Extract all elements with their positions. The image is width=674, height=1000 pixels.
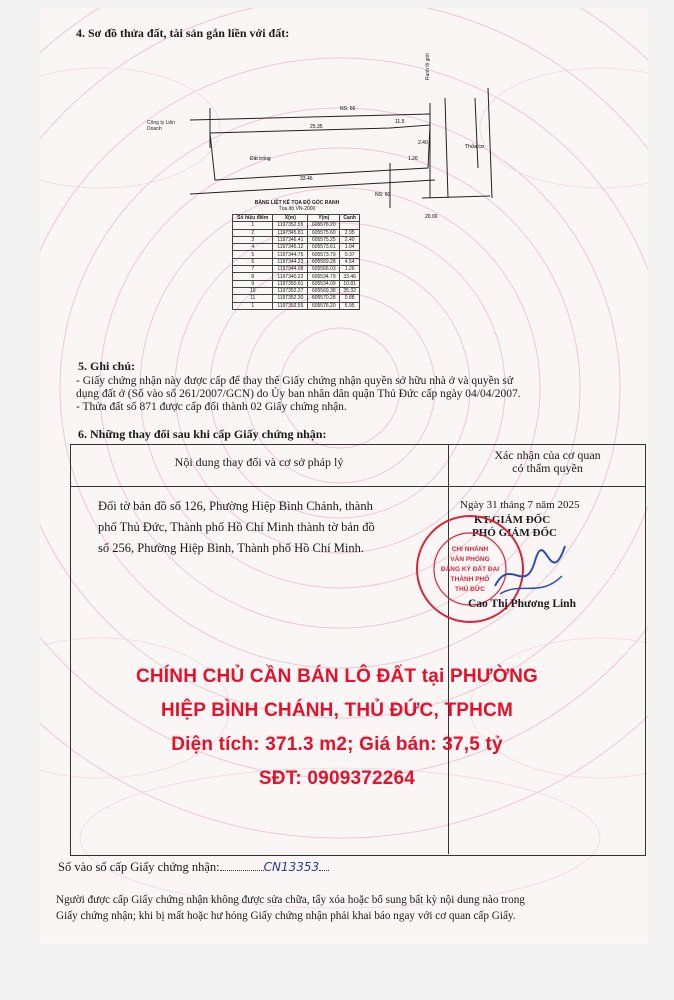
dist-126: 1.26 xyxy=(408,156,418,162)
table-row xyxy=(233,273,360,280)
so-vao-so-label: Số vào sổ cấp Giấy chứng nhận: xyxy=(58,860,220,874)
col-header: Y(m) xyxy=(308,215,340,222)
table-cell: 10 xyxy=(233,287,273,294)
table-cell: 1197344.23 xyxy=(273,258,308,265)
note-line: dụng đất ở (Số vào sổ 261/2007/GCN) do Ủy ban nhân dân quận Thủ Đức cấp ngày 04/04/2007. xyxy=(76,388,521,400)
table-cell: 1197344.08 xyxy=(273,266,308,273)
table-cell: 605534.09 xyxy=(308,280,340,287)
table-cell: 605576.20 xyxy=(308,302,340,309)
change-line: phố Thủ Đức, Thành phố Hồ Chí Minh thành tờ bản đồ xyxy=(98,520,375,534)
table-cell: 5.95 xyxy=(340,302,360,309)
table-cell: 605566.03 xyxy=(308,266,340,273)
table-cell: 1197352.27 xyxy=(273,287,308,294)
section-5-title: 5. Ghi chú: xyxy=(78,359,136,373)
dist-11: 11.5 xyxy=(395,119,405,125)
note-line: - Thửa đất số 871 được cấp đổi thành 02 Giấy chứng nhận. xyxy=(76,401,347,413)
stamp-line: CHI NHÁNH xyxy=(451,546,489,553)
table-row xyxy=(233,287,360,294)
promo-line-2: HIỆP BÌNH CHÁNH, THỦ ĐỨC, TPHCM xyxy=(160,700,513,721)
table-cell: 1197340.22 xyxy=(273,273,308,280)
col-header: Cạnh xyxy=(340,215,360,222)
company-label: Công ty Liên Doanh xyxy=(147,120,176,132)
col2-header-2: có thẩm quyền xyxy=(512,461,583,475)
table-row xyxy=(233,258,360,265)
table-divider xyxy=(70,486,646,487)
table-cell: 1.26 xyxy=(340,266,360,273)
table-row xyxy=(233,229,360,236)
promo-line-1: CHÍNH CHỦ CẦN BÁN LÔ ĐẤT tại PHƯỜNG xyxy=(135,666,539,687)
table-cell: 5 xyxy=(233,251,273,258)
table-cell: 1197352.55 xyxy=(273,302,308,309)
stamp-line: THỦ ĐỨC xyxy=(455,586,485,593)
col-header: Số hiệu điểm xyxy=(233,215,273,222)
table-cell: 8 xyxy=(233,273,273,280)
table-cell: 3 xyxy=(233,236,273,243)
table-cell: 1197346.41 xyxy=(273,236,308,243)
table-row xyxy=(233,236,360,243)
signature xyxy=(490,536,570,606)
table-cell: 1197350.61 xyxy=(273,280,308,287)
table-cell: 605575.60 xyxy=(308,229,340,236)
dist-33: 33.46 xyxy=(300,176,313,182)
table-cell: 2.40 xyxy=(340,236,360,243)
table-cell: 1197352.55 xyxy=(273,222,308,229)
table-header-row xyxy=(233,215,360,222)
table-cell: 605570.28 xyxy=(308,295,340,302)
table-cell: 1197345.12 xyxy=(273,244,308,251)
table-cell: 605569.28 xyxy=(308,258,340,265)
table-cell: 0.88 xyxy=(340,295,360,302)
table-cell: 1.94 xyxy=(340,244,360,251)
table-cell: 35.32 xyxy=(340,287,360,294)
col1-header: Nội dung thay đổi và cơ sở pháp lý xyxy=(174,455,344,469)
signer-name: Cao Thị Phương Linh xyxy=(468,598,576,610)
so-vao-so-value: CN13353 xyxy=(263,860,320,874)
table-cell: 605575.25 xyxy=(308,236,340,243)
footer-note-line: Giấy chứng nhận; khi bị mất hoặc hư hỏng Giấy chứng nhận phải khai báo ngay với cơ quan cấp Giấy. xyxy=(56,910,516,922)
table-cell: 2.95 xyxy=(340,229,360,236)
dist-25: 25.35 xyxy=(310,124,323,130)
stamp-line: ĐĂNG KÝ ĐẤT ĐAI xyxy=(440,566,500,573)
table-cell: 33.46 xyxy=(340,273,360,280)
promo-line-4: SĐT: 0909372264 xyxy=(258,768,416,789)
promo-line-3: Diện tích: 371.3 m2; Giá bán: 37,5 tỷ xyxy=(171,734,503,755)
kt-label: KT.GIÁM ĐỐC xyxy=(474,514,551,526)
road-ranh-label: Ranh lộ giới xyxy=(425,53,431,80)
table-cell xyxy=(340,222,360,229)
table-cell: 6 xyxy=(233,258,273,265)
section-6-title: 6. Những thay đổi sau khi cấp Giấy chứng nhận: xyxy=(78,427,327,441)
section-4-title: 4. Sơ đồ thửa đất, tài sản gắn liền với đất: xyxy=(76,26,290,40)
col2-header-1: Xác nhận của cơ quan xyxy=(494,448,601,462)
table-cell: 605534.79 xyxy=(308,273,340,280)
table-row xyxy=(233,222,360,229)
table-cell: 1197345.81 xyxy=(273,229,308,236)
change-line: số 256, Phường Hiệp Bình, Thành phố Hồ Chí Minh. xyxy=(98,541,364,555)
coord-table xyxy=(232,214,360,310)
role-label: PHÓ GIÁM ĐỐC xyxy=(472,527,557,539)
coord-table-subtitle: Tọa độ VN-2000 xyxy=(278,206,316,212)
land-label: Đất trống xyxy=(250,156,271,162)
table-row xyxy=(233,295,360,302)
dist-20: 20.00 xyxy=(425,214,438,220)
table-cell: 605573.61 xyxy=(308,244,340,251)
table-cell: 1 xyxy=(233,302,273,309)
ns-label: NS: 60 xyxy=(375,192,391,198)
table-row xyxy=(233,244,360,251)
table-row xyxy=(233,251,360,258)
table-cell: 0.37 xyxy=(340,251,360,258)
table-cell: 1197344.75 xyxy=(273,251,308,258)
confirm-date: Ngày 31 tháng 7 năm 2025 xyxy=(460,499,580,511)
table-cell: 9 xyxy=(233,280,273,287)
stamp-line: VĂN PHÒNG xyxy=(450,556,490,563)
footer-note-line: Người được cấp Giấy chứng nhận không được sửa chữa, tẩy xóa hoặc bổ sung bất kỳ nội dung nào trong xyxy=(56,894,525,906)
certificate-page xyxy=(40,8,648,943)
table-row xyxy=(233,266,360,273)
table-cell: 605569.38 xyxy=(308,287,340,294)
table-cell: 1 xyxy=(233,222,273,229)
table-cell: 4.54 xyxy=(340,258,360,265)
table-cell: 7 xyxy=(233,266,273,273)
note-line: - Giấy chứng nhận này được cấp để thay thế Giấy chứng nhận quyền sở hữu nhà ở và quyền sử xyxy=(76,375,514,387)
dist-240: 2.40 xyxy=(418,140,428,146)
table-cell: 1197352.30 xyxy=(273,295,308,302)
col-header: X(m) xyxy=(273,215,308,222)
table-cell: 605576.20 xyxy=(308,222,340,229)
stamp-line: THÀNH PHỐ xyxy=(450,576,490,583)
table-cell: 2 xyxy=(233,229,273,236)
table-row xyxy=(233,280,360,287)
change-line: Đổi tờ bản đồ số 126, Phường Hiệp Bình Chánh, thành xyxy=(98,499,373,513)
table-cell: 605573.79 xyxy=(308,251,340,258)
table-cell: 4 xyxy=(233,244,273,251)
ns-label-top: NS: 66 xyxy=(340,106,356,112)
coord-table-title: BẢNG LIỆT KÊ TỌA ĐỘ GÓC RANH xyxy=(254,200,340,206)
table-divider xyxy=(448,444,449,854)
thua-co-label: Thửa cơ xyxy=(465,144,485,150)
table-row xyxy=(233,302,360,309)
table-cell: 11 xyxy=(233,295,273,302)
table-cell: 10.81 xyxy=(340,280,360,287)
